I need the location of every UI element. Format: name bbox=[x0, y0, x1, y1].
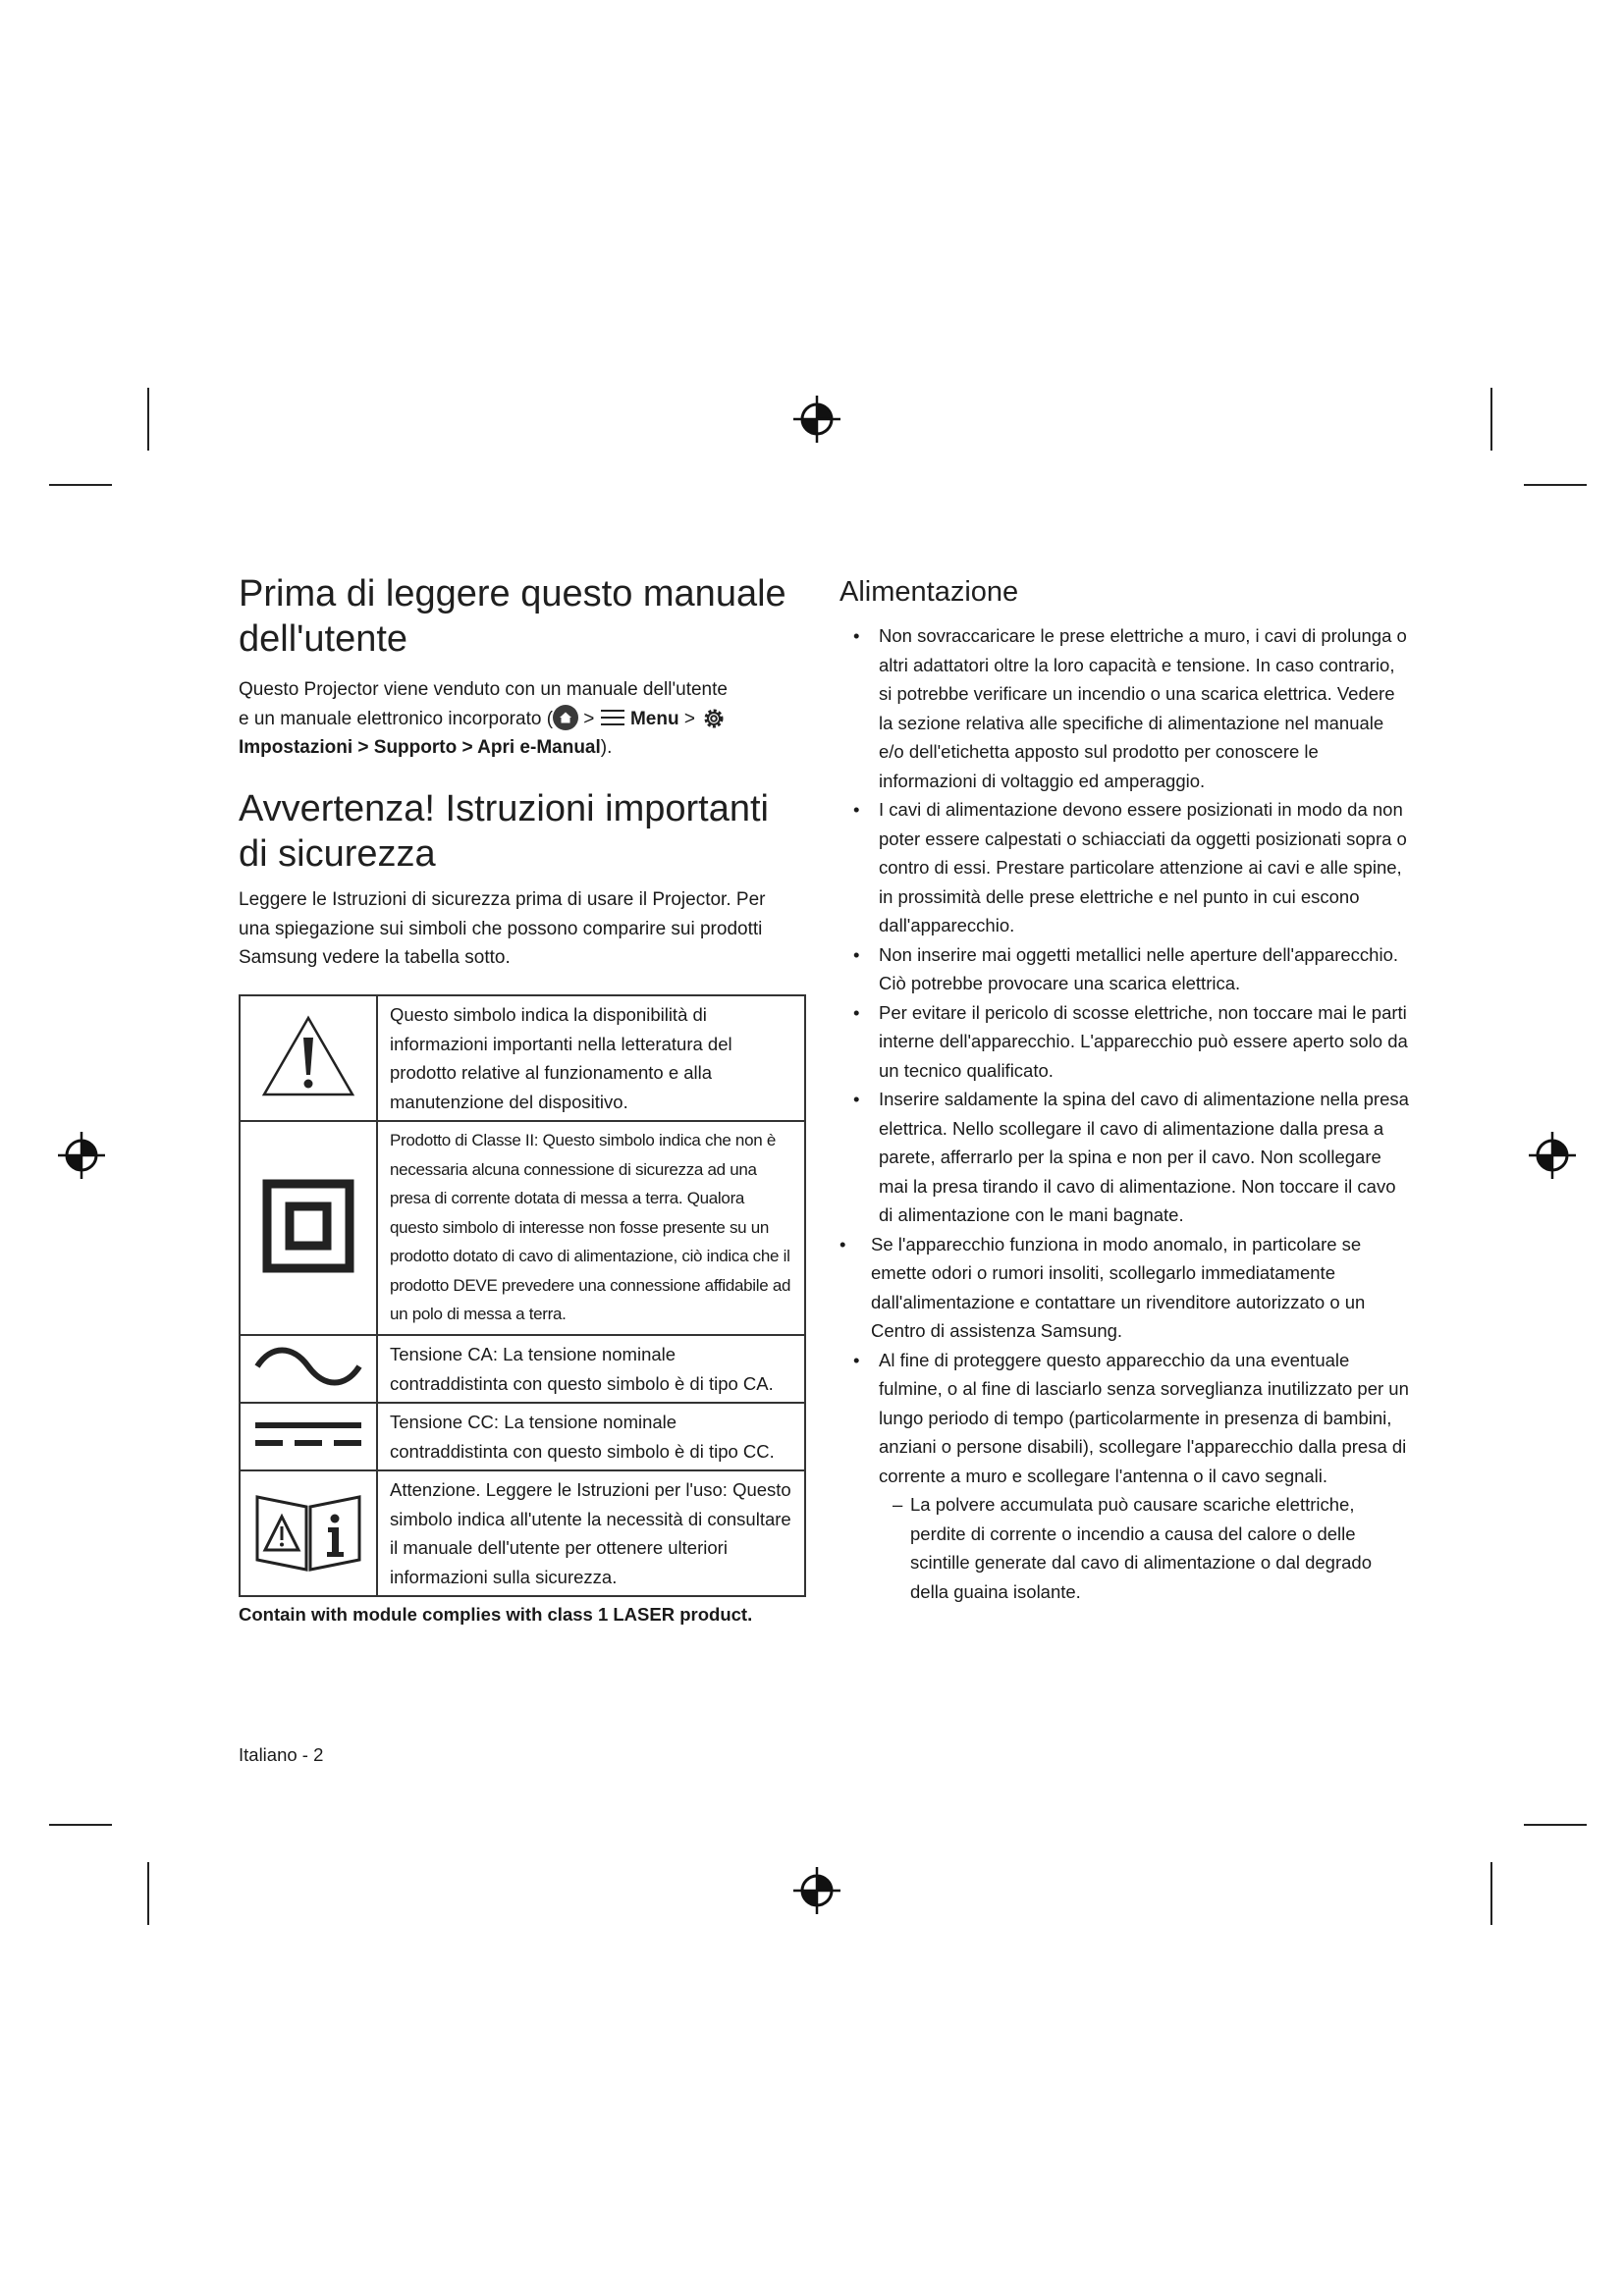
heading-before-reading: Prima di leggere questo manuale dell'utente bbox=[239, 573, 786, 660]
table-row bbox=[240, 1121, 805, 1335]
intro-menu-path: Impostazioni > Supporto > Apri e-Manual bbox=[239, 737, 601, 758]
symbols-table bbox=[239, 994, 806, 1597]
symbol-cell bbox=[240, 1403, 377, 1470]
bullet: • bbox=[853, 1349, 860, 1370]
dc-lines-icon bbox=[253, 1415, 363, 1454]
symbol-description: Tensione CA: La tensione nominale contraddistinta con questo simbolo è di tipo CA. bbox=[377, 1335, 805, 1403]
table-row bbox=[240, 995, 805, 1121]
registration-mark-bottom-icon bbox=[791, 1865, 842, 1916]
list-item: • Inserire saldamente la spina del cavo di alimentazione nella presa elettrica. Nello scollegare il cavo di alimentazione dalla presa a parete, afferrarlo per la spina e non per il cavo. Non scollegare mai la presa tirando il cavo di alimentazione. Non toccare il cavo di alimentazione con le mani bagnate. bbox=[839, 1085, 1409, 1230]
heading-power: Alimentazione bbox=[839, 576, 1019, 608]
list-item: • Se l'apparecchio funziona in modo anomalo, in particolare se emette odori o rumori insoliti, scollegarlo immediatamente dall'alimentazione e contattare un rivenditore autorizzato o un Centro di assistenza Samsung. bbox=[839, 1230, 1409, 1346]
intro-line-2-prefix: e un manuale elettronico incorporato ( bbox=[239, 708, 554, 729]
crop-mark-bottom-left-h bbox=[49, 1824, 112, 1826]
sub-list-item: – La polvere accumulata può causare scariche elettriche, perdite di corrente o incendio a causa del calore o delle scintille generate dal cavo di alimentazione o dal degrado della guaina isolante. bbox=[839, 1490, 1409, 1606]
bullet: • bbox=[853, 943, 860, 965]
dash-bullet: – bbox=[893, 1494, 903, 1515]
menu-lines-icon bbox=[600, 708, 625, 727]
crop-mark-bottom-right-h bbox=[1524, 1824, 1587, 1826]
symbol-cell bbox=[240, 1121, 377, 1335]
symbol-cell bbox=[240, 1470, 377, 1596]
crop-mark-top-right-v bbox=[1490, 388, 1492, 451]
crop-mark-bottom-right-v bbox=[1490, 1862, 1492, 1925]
list-item: • Al fine di proteggere questo apparecchio da una eventuale fulmine, o al fine di lasciarlo senza sorveglianza inutilizzato per un lungo periodo di tempo (particolarmente in presenza di bambini, anziani o persone disabili), scollegare l'apparecchio dalla presa di corrente a muro e scollegare l'antenna o il cavo segnali. bbox=[839, 1346, 1409, 1491]
crop-mark-top-left-h bbox=[49, 484, 112, 486]
intro-paragraph bbox=[239, 675, 808, 763]
list-item: • Non sovraccaricare le prese elettriche a muro, i cavi di prolunga o altri adattatori oltre la loro capacità e tensione. In caso contrario, si potrebbe verificare un incendio o una scarica elettrica. Vedere la sezione relativa alle specifiche di alimentazione nel manuale e/o dell'etichetta apposto sul prodotto per conoscere le informazioni di voltaggio ed amperaggio. bbox=[839, 621, 1409, 795]
symbol-cell bbox=[240, 1335, 377, 1403]
list-item: • Non inserire mai oggetti metallici nelle aperture dell'apparecchio. Ciò potrebbe provocare una scarica elettrica. bbox=[839, 940, 1409, 998]
symbol-description: Tensione CC: La tensione nominale contraddistinta con questo simbolo è di tipo CC. bbox=[377, 1403, 805, 1470]
bullet: • bbox=[853, 625, 860, 646]
intro-menu-label: Menu bbox=[629, 708, 679, 729]
table-row bbox=[240, 1470, 805, 1596]
intro-separator-2: > bbox=[678, 708, 701, 729]
crop-mark-top-left-v bbox=[147, 388, 149, 451]
heading-safety-warning: Avvertenza! Istruzioni importanti di sicurezza bbox=[239, 788, 769, 875]
symbol-description: Attenzione. Leggere le Istruzioni per l'uso: Questo simbolo indica all'utente la necessità di consultare il manuale dell'utente per ottenere ulteriori informazioni sulla sicurezza. bbox=[377, 1470, 805, 1596]
bullet: • bbox=[853, 799, 860, 820]
table-row bbox=[240, 1335, 805, 1403]
laser-note: Contain with module complies with class 1 LASER product. bbox=[239, 1604, 753, 1625]
home-icon bbox=[553, 705, 578, 730]
bullet: • bbox=[839, 1233, 846, 1255]
warning-triangle-icon bbox=[259, 1012, 357, 1100]
list-item: • I cavi di alimentazione devono essere posizionati in modo da non poter essere calpestati o schiacciati da oggetti posizionati sopra o contro di essi. Prestare particolare attenzione ai cavi e alle spine, in prossimità delle prese elettriche e nel punto in cui escono dall'apparecchio. bbox=[839, 795, 1409, 940]
symbol-description: Questo simbolo indica la disponibilità di informazioni importanti nella letteratura del prodotto relative al funzionamento e alla manutenzione del dispositivo. bbox=[377, 995, 805, 1121]
intro-line-1: Questo Projector viene venduto con un manuale dell'utente bbox=[239, 679, 728, 700]
registration-mark-top-icon bbox=[791, 394, 842, 445]
bullet: • bbox=[853, 1001, 860, 1023]
registration-mark-left-icon bbox=[56, 1130, 107, 1181]
ac-wave-icon bbox=[253, 1345, 363, 1388]
symbol-description: Prodotto di Classe II: Questo simbolo indica che non è necessaria alcuna connessione di sicurezza ad una presa di corrente dotata di messa a terra. Qualora questo simbolo di interesse non fosse presente su un prodotto dotato di cavo di alimentazione, ciò indica che il prodotto DEVE prevedere una connessione affidabile ad un polo di messa a terra. bbox=[377, 1121, 805, 1335]
registration-mark-right-icon bbox=[1527, 1130, 1578, 1181]
symbol-cell bbox=[240, 995, 377, 1121]
bullet: • bbox=[853, 1089, 860, 1109]
intro-end: ). bbox=[600, 737, 613, 758]
power-safety-list bbox=[839, 621, 1409, 1606]
intro-separator-1: > bbox=[578, 708, 600, 729]
crop-mark-top-right-h bbox=[1524, 484, 1587, 486]
page-footer: Italiano - 2 bbox=[239, 1744, 324, 1765]
class-ii-double-square-icon bbox=[259, 1172, 357, 1280]
table-row bbox=[240, 1403, 805, 1470]
safety-intro-paragraph: Leggere le Istruzioni di sicurezza prima di usare il Projector. Per una spiegazione sui simboli che possono comparire sui prodotti Samsung vedere la tabella sotto. bbox=[239, 889, 766, 968]
caution-manual-icon bbox=[251, 1487, 365, 1575]
crop-mark-bottom-left-v bbox=[147, 1862, 149, 1925]
gear-icon bbox=[700, 705, 728, 732]
list-item: • Per evitare il pericolo di scosse elettriche, non toccare mai le parti interne dell'apparecchio. L'apparecchio può essere aperto solo da un tecnico qualificato. bbox=[839, 998, 1409, 1086]
